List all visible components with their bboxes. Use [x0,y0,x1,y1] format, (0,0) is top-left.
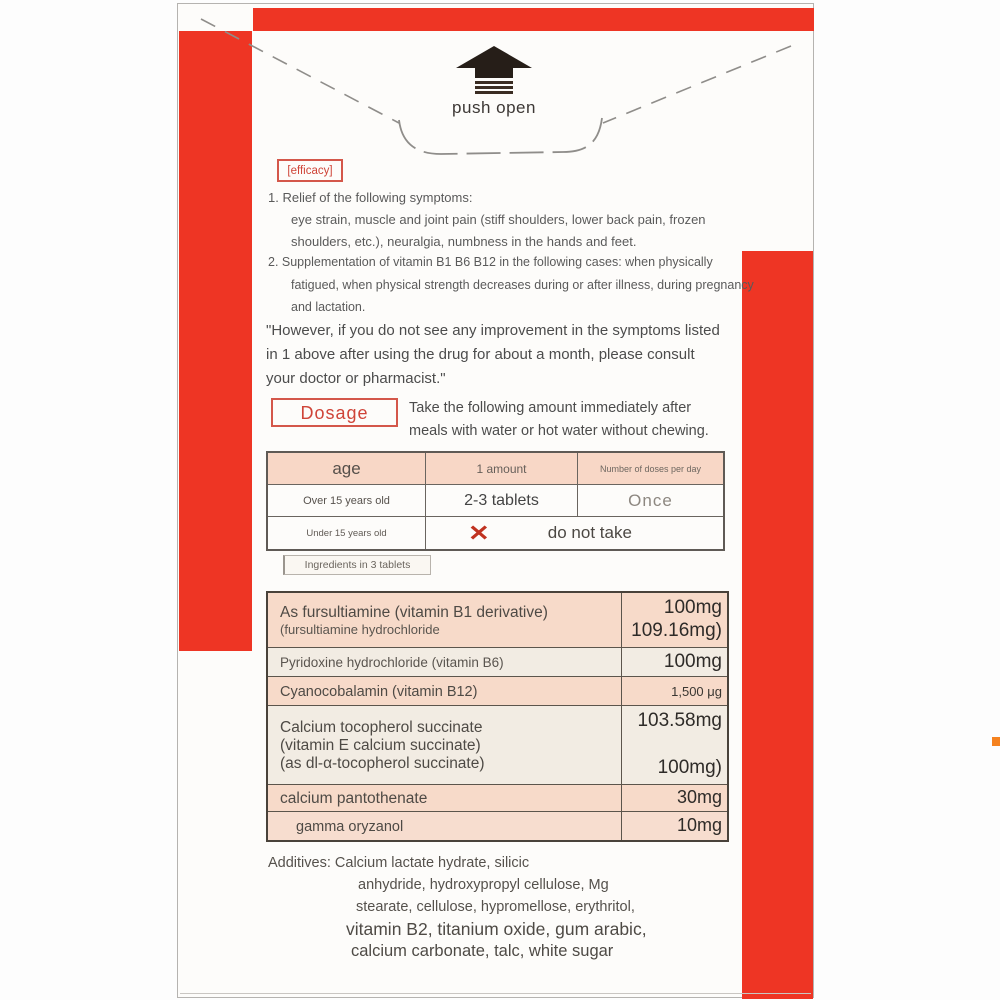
ingredients-table [266,591,729,842]
ingredient-name [268,785,621,811]
ingredient-amount-line: 100mg [663,597,722,619]
ingredient-name-line: (as dl-α-tocopherol succinate) [280,754,485,772]
efficacy-item2-line: fatigued, when physical strength decreases during or after illness, during pregnancy [291,278,754,292]
cell-age: Under 15 years old [306,527,387,539]
additives-line: stearate, cellulose, hypromellose, erythritol, [356,899,635,915]
ingredient-amount [621,593,727,647]
ingredient-amount [621,706,727,784]
additives-line [268,855,529,871]
edge-orange-mark [992,737,1000,746]
ingredient-name-line: (fursultiamine hydrochloride [280,622,440,637]
push-open-arrow-icon [456,46,532,98]
cell-amount: 2-3 tablets [425,485,577,516]
ingredient-name-line: Cyanocobalamin (vitamin B12) [280,683,478,700]
note-line: in 1 above after using the drug for about a month, please consult [266,346,695,363]
efficacy-item1-line: shoulders, etc.), neuralgia, numbness in the hands and feet. [291,234,637,249]
note-line: your doctor or pharmacist." [266,370,446,387]
additives-text: Calcium lactate hydrate, silicic [334,855,530,871]
efficacy-item2-line: and lactation. [291,300,366,314]
ingredient-amount-line: 103.58mg [637,710,722,731]
header-amount: 1 amount [425,453,577,484]
dosage-table-header-row [268,453,723,484]
ingredient-name [268,706,621,784]
header-age: age [332,458,361,478]
ingredient-row-cyanocobalamin [268,676,727,705]
ingredient-amount-line: 10mg [676,815,722,836]
dosage-row-over15 [268,484,723,516]
ingredient-name [268,593,621,647]
ingredient-amount [621,785,727,811]
ingredient-row-pantothenate [268,784,727,811]
cell-doses: Once [577,485,723,516]
cell-age: Over 15 years old [303,494,390,507]
additives-label: Additives: [268,855,331,871]
additives-line: vitamin B2, titanium oxide, gum arabic, [346,919,647,939]
do-not-take-label: do not take [547,523,632,542]
carton-flap [177,3,814,998]
ingredient-amount [621,648,727,676]
bottom-crease-line [180,993,811,994]
efficacy-badge: [efficacy] [277,159,343,182]
ingredient-amount-line: 100mg) [657,757,722,779]
ingredient-row-oryzanol [268,811,727,840]
dosage-row-under15 [268,516,723,549]
ingredient-row-tocopherol [268,705,727,784]
ingredient-name-line: calcium pantothenate [280,789,428,807]
ingredient-name-line: Pyridoxine hydrochloride (vitamin B6) [280,655,504,670]
ingredient-name [268,648,621,676]
header-doses-per-day: Number of doses per day [577,453,723,484]
efficacy-item1-line: eye strain, muscle and joint pain (stiff shoulders, lower back pain, frozen [291,212,706,227]
ingredient-row-pyridoxine [268,647,727,676]
dosage-instruction-line: meals with water or hot water without chewing. [409,423,709,439]
ingredient-row-fursultiamine [268,593,727,647]
efficacy-item2-line: 2. Supplementation of vitamin B1 B6 B12 in the following cases: when physically [268,255,713,269]
x-mark-icon: ✕ [468,519,490,546]
efficacy-item1-line: 1. Relief of the following symptoms: [268,190,473,205]
red-right-column [742,251,813,999]
ingredients-title: Ingredients in 3 tablets [283,555,431,575]
dosage-badge: Dosage [271,398,398,427]
ingredient-name-line: Calcium tocopherol succinate [280,718,483,736]
additives-line: calcium carbonate, talc, white sugar [351,942,614,960]
ingredient-name-line: (vitamin E calcium succinate) [280,736,481,754]
ingredient-amount-line: 100mg [663,650,722,672]
note-line: "However, if you do not see any improvement in the symptoms listed [266,322,720,339]
ingredient-amount-line: 1,500 μg [671,683,722,699]
additives-line: anhydride, hydroxypropyl cellulose, Mg [358,877,609,893]
ingredient-name-line: As fursultiamine (vitamin B1 derivative) [280,604,548,621]
ingredient-amount-line: 109.16mg) [631,620,722,641]
ingredient-name [268,677,621,705]
ingredient-amount-line: 30mg [676,787,722,808]
ingredient-name [268,812,621,840]
ingredient-amount [621,677,727,705]
dosage-instruction-line: Take the following amount immediately after [409,400,692,416]
ingredient-name-line: gamma oryzanol [296,818,404,835]
cell-do-not-take [425,517,723,549]
push-open-label: push open [452,98,536,117]
ingredient-amount [621,812,727,840]
dosage-table [266,451,725,551]
